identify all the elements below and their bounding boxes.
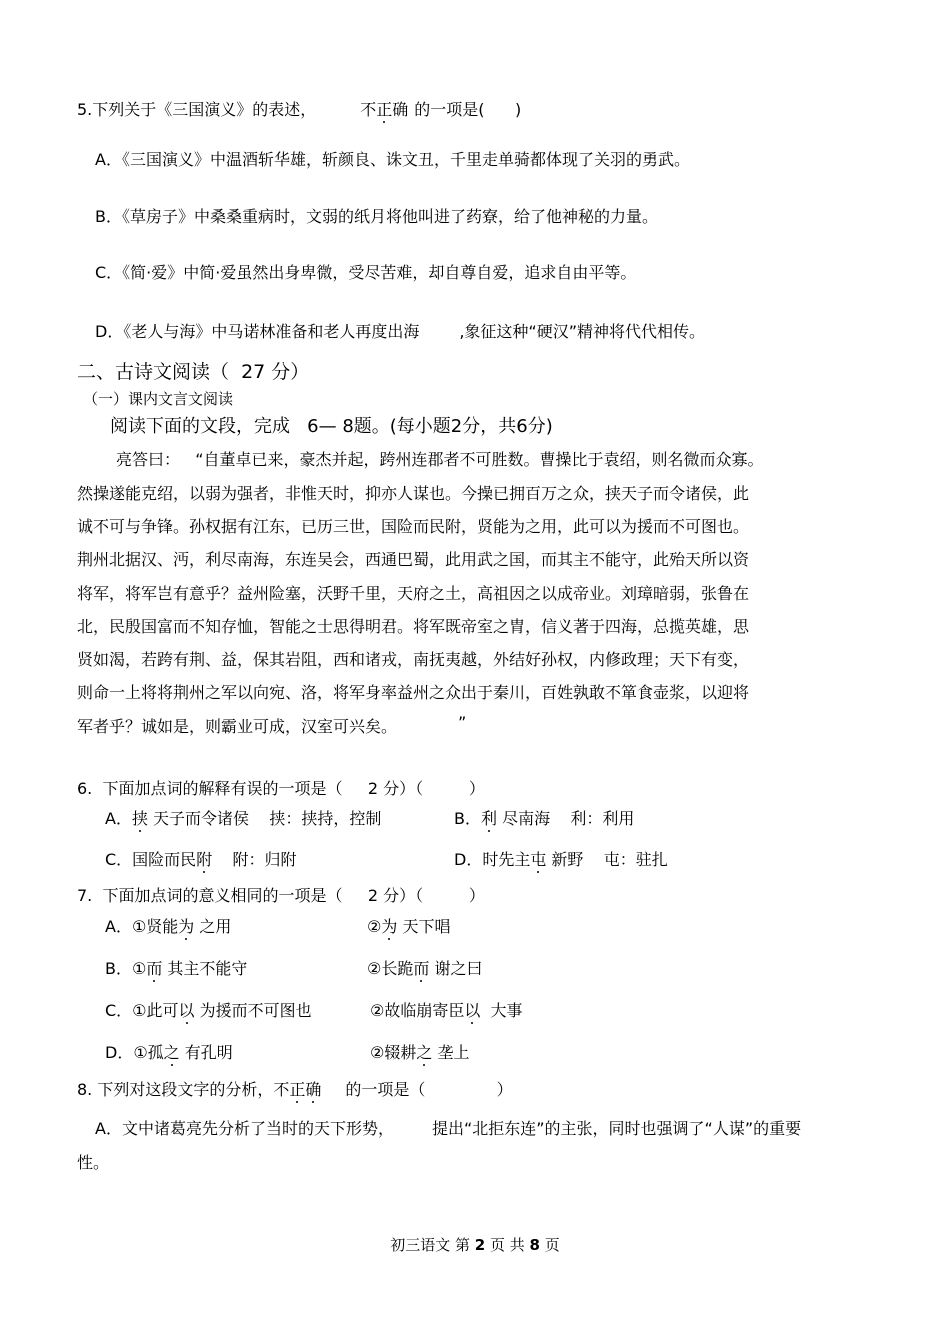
passage-line: 诚不可与争锋。孙权据有江东，已历三世，国险而民附，贤能为之用，此可以为援而不可图也。 [77,517,750,536]
q7-option-c2: ②故临崩寄臣以 大事 [370,1001,523,1020]
q5-option-b: B．《草房子》中桑桑重病时，文弱的纸月将他叫进了药寮，给了他神秘的力量。 [95,207,658,226]
q5-stem-text: 5.下列关于《三国演义》的表述， [77,100,317,119]
q7-d1-dotted-word: 之 [163,1043,180,1062]
q7-option-d2: ②辍耕之 垄上 [370,1043,470,1062]
q7-d2-dotted-word: 之 [416,1043,433,1062]
q5-stem-tail: 的一项是( ) [414,100,522,119]
page-footer: 初三语文 第 2 页 共 8 页 [390,1236,560,1254]
q6-d-dotted-word: 屯 [530,850,547,869]
q8-option-a-continued: 性。 [77,1153,110,1172]
q5-stem [77,100,521,120]
q8-stem-emphasis: 确 [305,1080,322,1099]
q7-b2-dotted-word: 而 [413,959,430,978]
q7-a2-dotted-word: 为 [381,917,398,936]
q5-option-d [95,322,705,342]
q7-c2-dotted-word: 以 [464,1001,481,1020]
q8-option-a: A．文中诸葛亮先分析了当时的天下形势， 提出“北拒东连”的主张，同时也强调了“人谋”的重要 [95,1119,802,1138]
q6-b-dotted-word: 利 [480,809,497,828]
section-title: 二、古诗文阅读（ 27 分） [77,361,310,383]
q7-option-c1: C．①此可以 为援而不可图也 [105,1001,312,1020]
q7-option-a1: A．①贤能为 之用 [105,917,232,936]
q7-a1-dotted-word: 为 [178,917,195,936]
q6-c-dotted-word: 附 [196,850,213,869]
q5-option-c: C．《简·爱》中简·爱虽然出身卑微，受尽苦难，却自尊自爱，追求自由平等。 [95,263,637,282]
q7-option-b2: ②长跪而 谢之曰 [367,959,483,978]
q7-b1-dotted-word: 而 [146,959,163,978]
q7-option-b1: B．①而 其主不能守 [105,959,248,978]
q7-option-d1: D．①孤之 有孔明 [105,1043,233,1062]
q7-c1-dotted-word: 以 [178,1001,195,1020]
q6-option-a: A．挟 天子而令诸侯 挟：挟持，控制 [105,809,382,828]
q6-option-b: B．利 尽南海 利：利用 [454,809,635,828]
subsection-title: （一）课内文言文阅读 [83,390,234,408]
q5-option-d-text: D．《老人与海》中马诺林准备和老人再度出海 [95,322,420,341]
q7-option-a2: ②为 天下唱 [367,917,451,936]
total-pages: 8 [529,1236,540,1254]
passage-line: 亮答曰： “自董卓已来，豪杰并起，跨州连郡者不可胜数。曹操比于袁绍，则名微而众寡。 [116,450,764,469]
passage-line: 然操遂能克绍，以弱为强者，非惟天时，抑亦人谋也。今操已拥百万之众，挟天子而令诸侯，此 [77,484,750,503]
passage-line: 将军，将军岂有意乎？益州险塞，沃野千里，天府之土，高祖因之以成帝业。刘璋暗弱，张鲁在 [77,584,750,603]
passage-line: 贤如渴，若跨有荆、益，保其岩阻，西和诸戎，南抚夷越，外结好孙权，内修政理；天下有变， [77,650,750,669]
q7-stem: 7. 下面加点词的意义相同的一项是（ 2 分）（ ） [77,886,485,905]
passage-closing-quote: ” [458,713,467,732]
reading-instruction: 阅读下面的文段，完成 6— 8题。(每小题2分，共6分) [110,416,553,437]
passage-line: 则命一上将将荆州之军以向宛、洛，将军身率益州之众出于秦川，百姓孰敢不箪食壶浆，以迎将 [77,683,750,702]
q8-stem: 8. 下列对这段文字的分析，不正确 的一项是（ ） [77,1080,513,1099]
q5-option-a: A．《三国演义》中温酒斩华雄，斩颜良、诛文丑，千里走单骑都体现了关羽的勇武。 [95,150,690,169]
q8-stem-emphasis: 正 [289,1080,306,1099]
page-number: 2 [474,1236,486,1254]
q5-stem-emphasis: 不正确 [360,100,409,119]
q6-option-c: C．国险而民附 附：归附 [105,850,297,869]
passage-line: 军者乎？诚如是，则霸业可成，汉室可兴矣。 [77,717,398,736]
q6-option-d: D．时先主屯 新野 屯：驻扎 [454,850,668,869]
passage-line: 荆州北据汉、沔，利尽南海，东连吴会，西通巴蜀，此用武之国，而其主不能守，此殆天所以资 [77,550,750,569]
q6-stem: 6. 下面加点词的解释有误的一项是（ 2 分）（ ） [77,779,485,798]
passage-line: 北，民殷国富而不知存恤，智能之士思得明君。将军既帝室之胄，信义著于四海，总揽英雄，思 [77,617,750,636]
q5-option-d-tail: ,象征这种“硬汉”精神将代代相传。 [459,322,705,341]
q6-a-dotted-word: 挟 [131,809,148,828]
